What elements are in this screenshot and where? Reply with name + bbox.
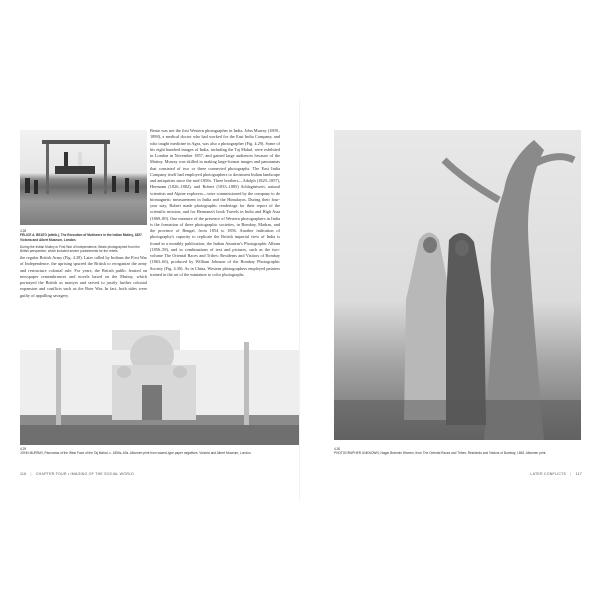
fig-number: 4.30 [334, 447, 341, 451]
running-head: CHAPTER FOUR • IMAGING OF THE SOCIAL WORLD [35, 472, 135, 476]
page-number: 116 [20, 472, 27, 476]
fig-number: 4.28 [20, 229, 27, 233]
photo-nagar-brahmin-women [334, 130, 581, 440]
fig-note: During the Indian Mutiny or First War of Independence, Beato photographed from the British perspective, which included severe punishments for the rebels. [20, 244, 140, 254]
fig-number: 4.29 [20, 447, 27, 451]
fig-credit: FÉLICE A. BEATO (attrib.), The Execution of Mutineers in the Indian Mutiny, 1857. Victoria and Albert Museum, London. [20, 233, 143, 242]
left-footer: 116 | CHAPTER FOUR • IMAGING OF THE SOCIAL WORLD [20, 472, 135, 476]
right-footer: LATER CONFLICTS | 117 [530, 472, 582, 476]
body-text-col1: the regular British Army (Fig. 4.28). Later called by Indians the First War of Independence, the uprising spurred the British to reorganize the army and restructure colonial rule. For years, the British public feasted on newspaper remembrances and novels based on the Mutiny, which portrayed the British as martyrs and served to justify further colonial expansion and conflicts such as the Boer War. In fact, both sides were guilty of appalling savagery. [20, 255, 147, 298]
fig-credit: JOHN MURRAY, Panorama of the West Face of the Taj Mahal, c. 1850s–60s. Albumen print from waxed-type paper negatives. Victoria and Albert Museum, London. [20, 451, 252, 456]
right-page [300, 0, 600, 600]
fig-credit: PHOTOGRAPHER UNKNOWN, Nagar Brahmin Women, from The Oriental Races and Tribes: Residents and Visitors of Bombay, 1863. Albumen print. [334, 451, 547, 456]
photo-taj-mahal-panorama [20, 330, 310, 445]
page-number: 117 [575, 472, 582, 476]
photo-execution-mutineers [20, 130, 147, 225]
body-text-col2: Beato was not the first Western photographer in India. John Murray (1809–1898), a medical doctor who had worked for the East India Company, and who taught medicine in Agra, was also a photographer (Fig. 4.29). Some of his eight hundred images of India, including the Taj Mahal, were exhibited in London in November 1857, and gained large audiences because of the Mutiny. Murray was skilled in making large-format images and panoramas that consisted of two or three connected photographs. The East India Company itself had employed photographers to document Indian landscape and antiquities since the mid-1850s. Three brothers—Adolph (1829–1857), Hermann (1826–1882), and Robert (1833–1885) Schlagintweit, natural scientists and Alpine explorers—were commissioned by the company to do biomagnetic measurement in India and the Himalayas. During their four-year stay, Robert made photographic renderings for their report of the scientific mission, and for Hermann's book Travels in India and High Asia (1869–80). One measure of the presence of Western photographers in India is the formation of three photographic societies, in Bombay, Madras, and the province of Bengal, from 1854 to 1856. Another indication of photography's capacity to replicate the British imperial view of India is found in a monthly publication, the Indian Amateur's Photographic Album (1856–58), and in combinations of text and pictures, such as the two-volume The Oriental Races and Tribes: Residents and Visitors of Bombay (1863–66), produced by William Johnson of the Bombay Photographic Society (Fig. 4.30). As in China, Western photographers employed painters trained in the art of the miniature to color photographs. [150, 128, 280, 277]
running-head: LATER CONFLICTS [530, 472, 567, 476]
